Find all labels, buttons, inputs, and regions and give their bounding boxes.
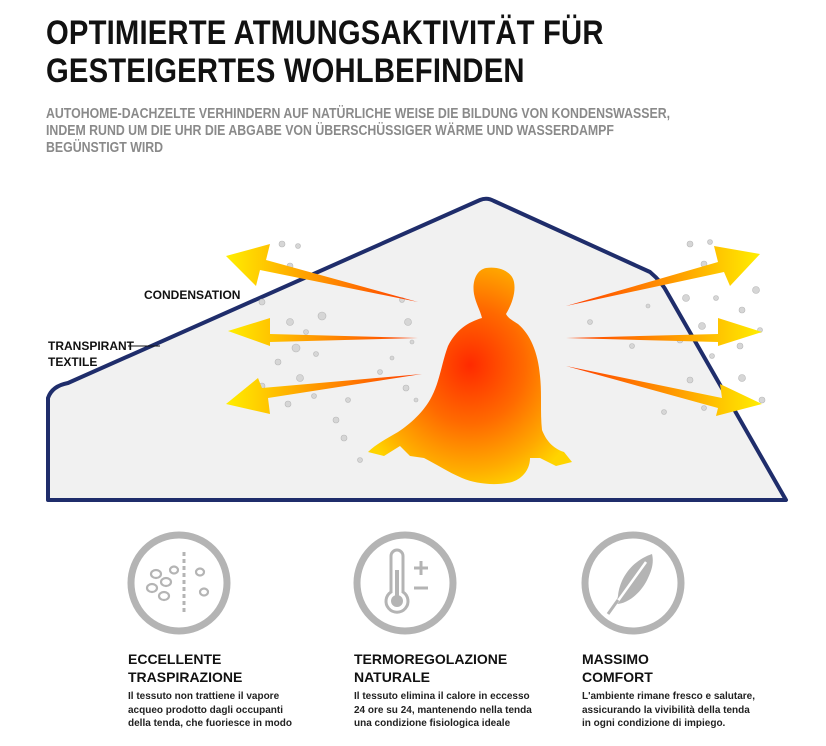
- feature-title-line: NATURALE: [354, 669, 430, 685]
- feature-desc-line: Il tessuto elimina il calore in eccesso: [354, 691, 530, 702]
- transpirant-textile-label: [48, 338, 134, 370]
- feature-description: [582, 690, 772, 731]
- feature-desc-line: acqueo prodotto dagli occupanti: [128, 704, 283, 716]
- feature-title-line: TERMOREGOLAZIONE: [354, 651, 508, 667]
- feature-title: [128, 650, 242, 686]
- feature-description: [128, 690, 318, 731]
- droplets-textile-icon: [126, 530, 232, 636]
- feature-desc-line: della tenda, che fuoriesce in modo: [128, 718, 292, 729]
- feature-description: [354, 690, 544, 731]
- feature-desc-line: assicurando la vivibilità della tenda: [582, 704, 750, 716]
- page-title: [46, 14, 682, 90]
- feature-title-line: MASSIMO: [582, 651, 649, 667]
- title-line: GESTEIGERTES WOHLBEFINDEN: [46, 52, 525, 90]
- page-subtitle: [46, 106, 786, 157]
- feature-title: [354, 650, 507, 686]
- textile-label-line: TEXTILE: [48, 355, 98, 369]
- subtitle-line: INDEM RUND UM DIE UHR DIE ABGABE VON ÜBERSCHÜSSIGER WÄRME UND WASSERDAMPF: [46, 123, 614, 139]
- feature-title-line: COMFORT: [582, 669, 653, 685]
- feather-icon: [580, 530, 686, 636]
- condensation-label: CONDENSATION: [144, 288, 241, 302]
- subtitle-line: BEGÜNSTIGT WIRD: [46, 140, 164, 156]
- feature-desc-line: in ogni condizione di impiego.: [582, 718, 726, 729]
- thermometer-icon: [352, 530, 458, 636]
- subtitle-line: AUTOHOME-DACHZELTE VERHINDERN AUF NATÜRLICHE WEISE DIE BILDUNG VON KONDENSWASSER,: [46, 106, 671, 122]
- feature-title-line: TRASPIRAZIONE: [128, 669, 243, 685]
- feature-desc-line: Il tessuto non trattiene il vapore: [128, 691, 280, 702]
- feature-desc-line: 24 ore su 24, mantenendo nella tenda: [354, 704, 532, 716]
- feature-title-line: ECCELLENTE: [128, 651, 222, 667]
- feature-desc-line: una condizione fisiologica ideale: [354, 718, 511, 729]
- textile-label-line: TRANSPIRANT: [48, 339, 134, 353]
- title-line: OPTIMIERTE ATMUNGSAKTIVITÄT FÜR: [46, 14, 604, 52]
- feature-title: [582, 650, 653, 686]
- feature-desc-line: L'ambiente rimane fresco e salutare,: [582, 691, 756, 702]
